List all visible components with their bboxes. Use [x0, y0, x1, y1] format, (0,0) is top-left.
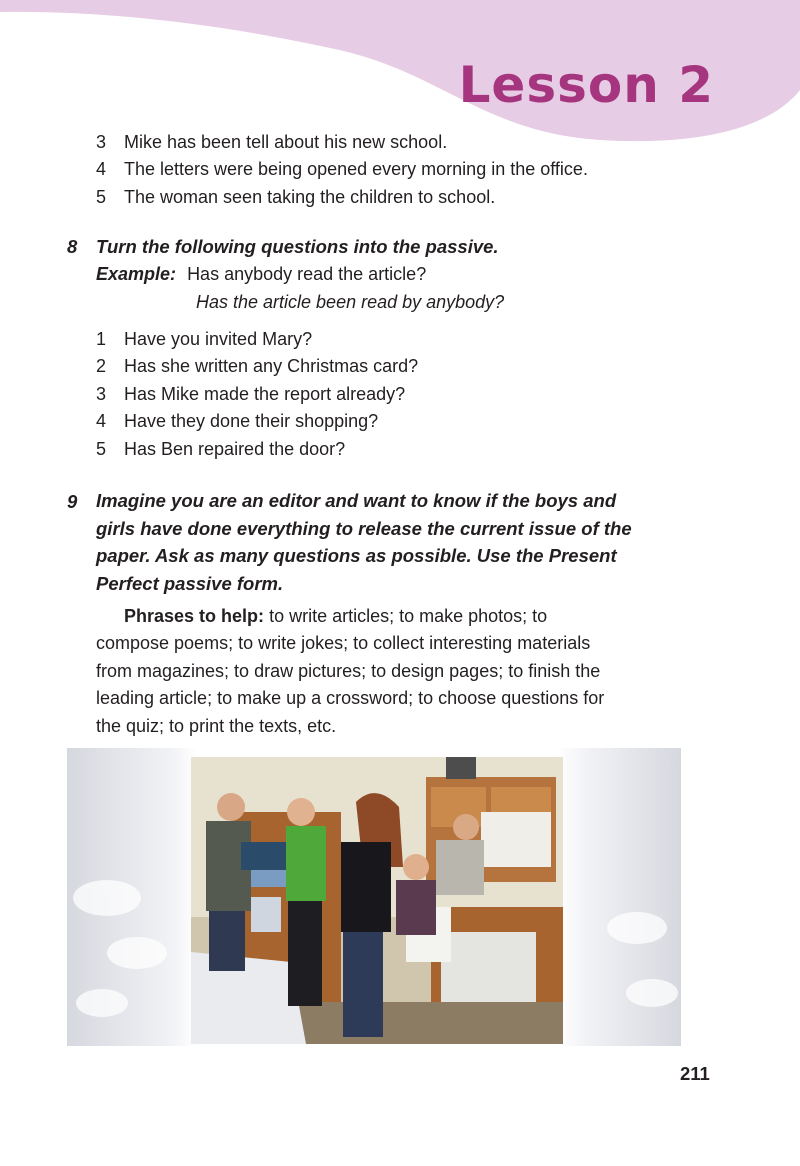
phrases-label: Phrases to help: — [124, 606, 265, 626]
lesson-title: Lesson 2 — [458, 56, 714, 114]
task-8-list — [96, 326, 418, 463]
task-9-number: 9 — [67, 491, 78, 512]
example-question: Has anybody read the article? — [187, 264, 427, 284]
office-photo — [191, 757, 563, 1044]
task-8-number: 8 — [67, 236, 78, 257]
example-answer: Has the article been read by anybody? — [196, 292, 505, 312]
task-9-instruction: Imagine you are an editor and want to know if the boys and girls have done everything to release the current issue of the paper. Ask as many questions as possible. Use the Present Perfect passive form. — [96, 490, 632, 594]
list-item: 5 The woman seen taking the children to school. — [96, 186, 496, 207]
list-item: 4 The letters were being opened every morning in the office. — [96, 159, 588, 180]
example-label: Example: — [96, 264, 177, 284]
task-8-instruction: Turn the following questions into the passive. — [96, 236, 499, 257]
list-item: 5 Has Ben repaired the door? — [96, 438, 346, 459]
page-number: 211 — [680, 1063, 710, 1084]
list-item: 3 Mike has been tell about his new school. — [96, 132, 448, 152]
task-8-example — [96, 264, 426, 285]
list-item: 2 Has she written any Christmas card? — [96, 356, 419, 377]
continued-exercise-list — [96, 129, 588, 211]
list-item: 1 Have you invited Mary? — [96, 329, 313, 349]
list-item: 3 Has Mike made the report already? — [96, 383, 406, 404]
phrases-to-help: Phrases to help: to write articles; to make photos; to compose poems; to write jokes; to collect interesting materials from magazines; to draw pictures; to design pages; to finish the leading article; to make up a crossword; to choose questions for the quiz; to print the texts, etc. — [96, 606, 605, 736]
list-item: 4 Have they done their shopping? — [96, 411, 379, 432]
